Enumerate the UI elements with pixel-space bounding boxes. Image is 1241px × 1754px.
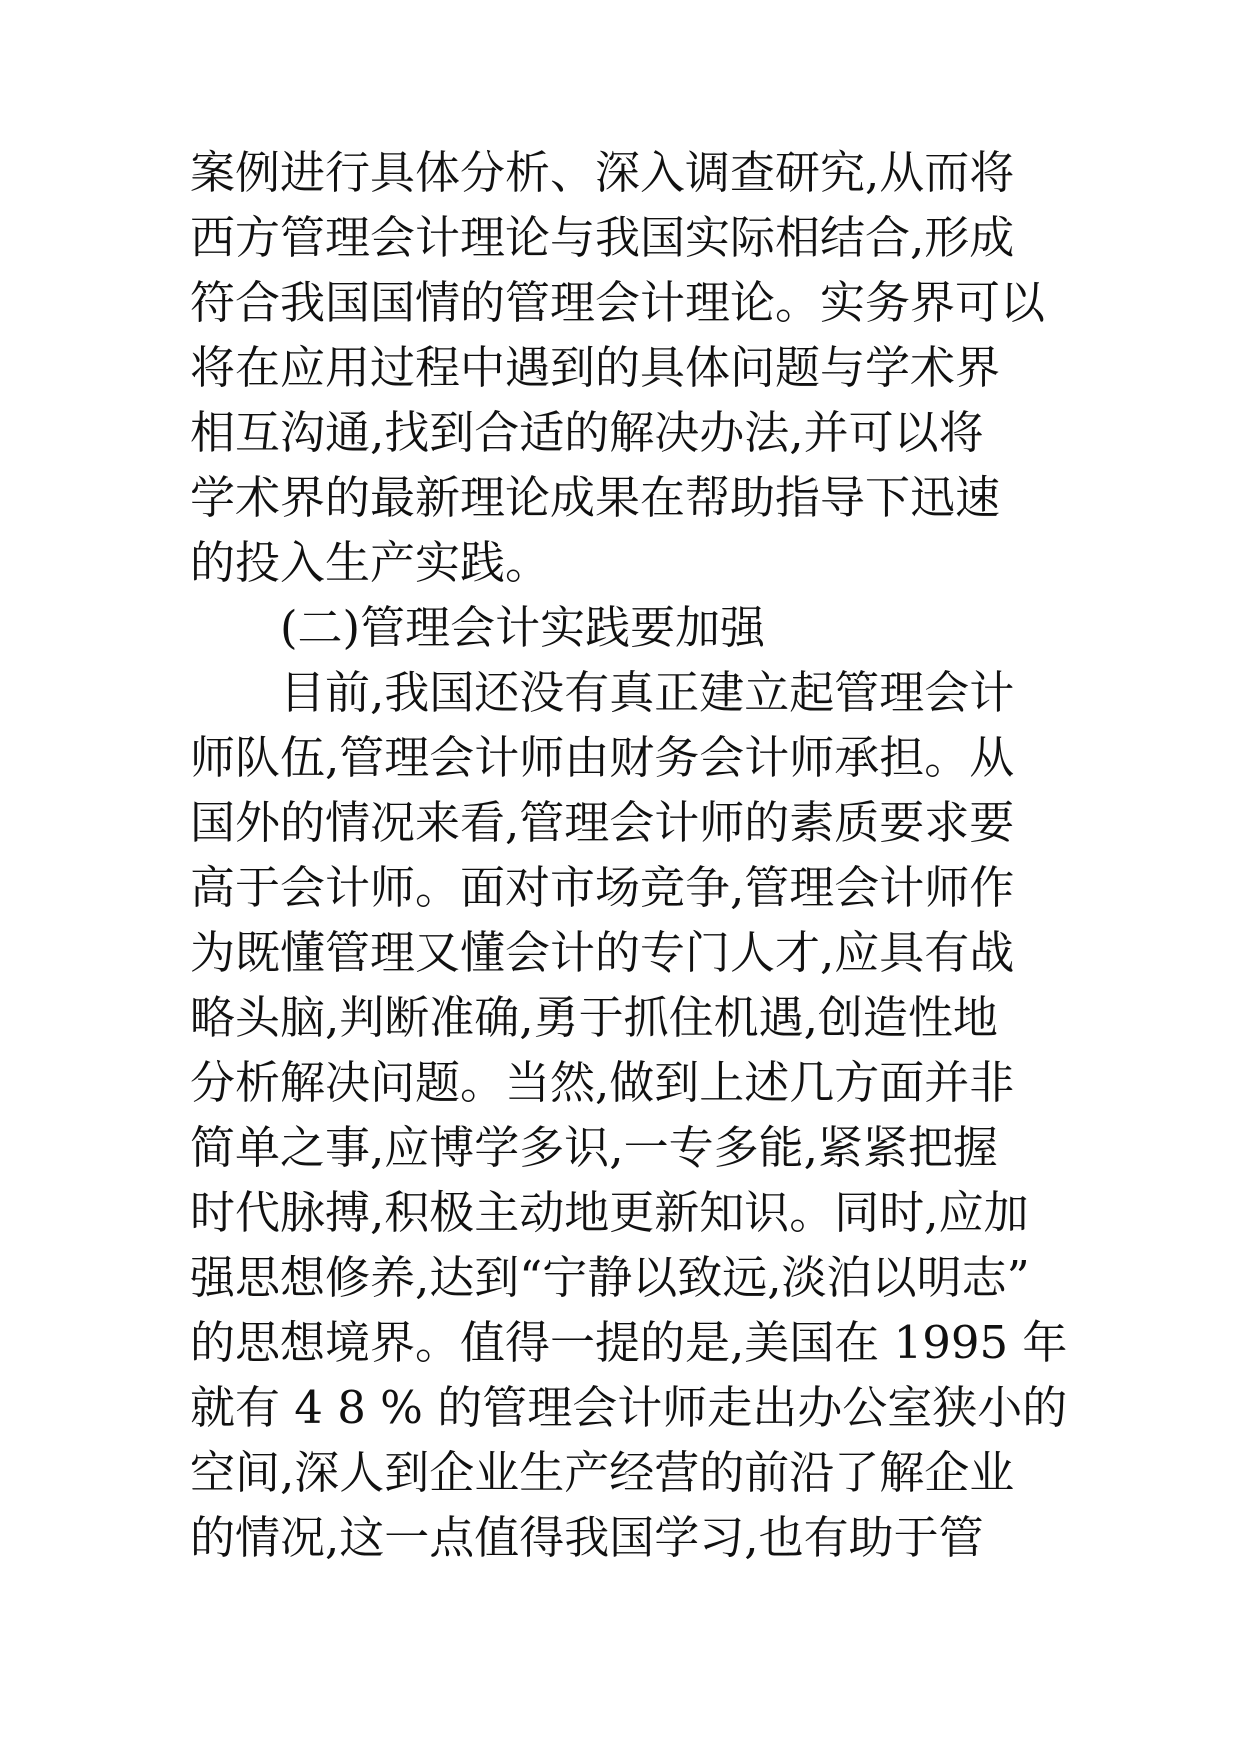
text-line: 的投入生产实践。 (190, 536, 551, 589)
text-line: 将在应用过程中遇到的具体问题与学术界 (190, 341, 1001, 394)
text-line: 案例进行具体分析、深入调查研究,从而将 (190, 146, 1015, 199)
text-line: 时代脉搏,积极主动地更新知识。同时,应加 (190, 1186, 1029, 1239)
text-line: 空间,深人到企业生产经营的前沿了解企业 (190, 1446, 1015, 1499)
text-line: 的思想境界。值得一提的是,美国在 1995 年 (190, 1316, 1068, 1369)
text-line: 目前,我国还没有真正建立起管理会计 (280, 666, 1015, 719)
text-line: 学术界的最新理论成果在帮助指导下迅速 (190, 471, 1001, 524)
text-line: 简单之事,应博学多识,一专多能,紧紧把握 (190, 1121, 998, 1174)
section-heading: (二)管理会计实践要加强 (280, 601, 766, 654)
text-line: 国外的情况来看,管理会计师的素质要求要 (190, 796, 1015, 849)
text-line: 分析解决问题。当然,做到上述几方面并非 (190, 1056, 1015, 1109)
text-line: 就有 4 8 % 的管理会计师走出办公室狭小的 (190, 1381, 1068, 1434)
body-text (190, 140, 1070, 1570)
text-line: 略头脑,判断准确,勇于抓住机遇,创造性地 (190, 991, 998, 1044)
text-line: 高于会计师。面对市场竞争,管理会计师作 (190, 861, 1015, 914)
text-line: 西方管理会计理论与我国实际相结合,形成 (190, 211, 1015, 264)
text-line: 的情况,这一点值得我国学习,也有助于管 (190, 1511, 984, 1564)
text-line: 为既懂管理又懂会计的专门人才,应具有战 (190, 926, 1015, 979)
text-line: 符合我国国情的管理会计理论。实务界可以 (190, 276, 1046, 329)
text-line: 强思想修养,达到“宁静以致远,淡泊以明志” (190, 1251, 1030, 1304)
text-line: 师队伍,管理会计师由财务会计师承担。从 (190, 731, 1015, 784)
text-line: 相互沟通,找到合适的解决办法,并可以将 (190, 406, 984, 459)
